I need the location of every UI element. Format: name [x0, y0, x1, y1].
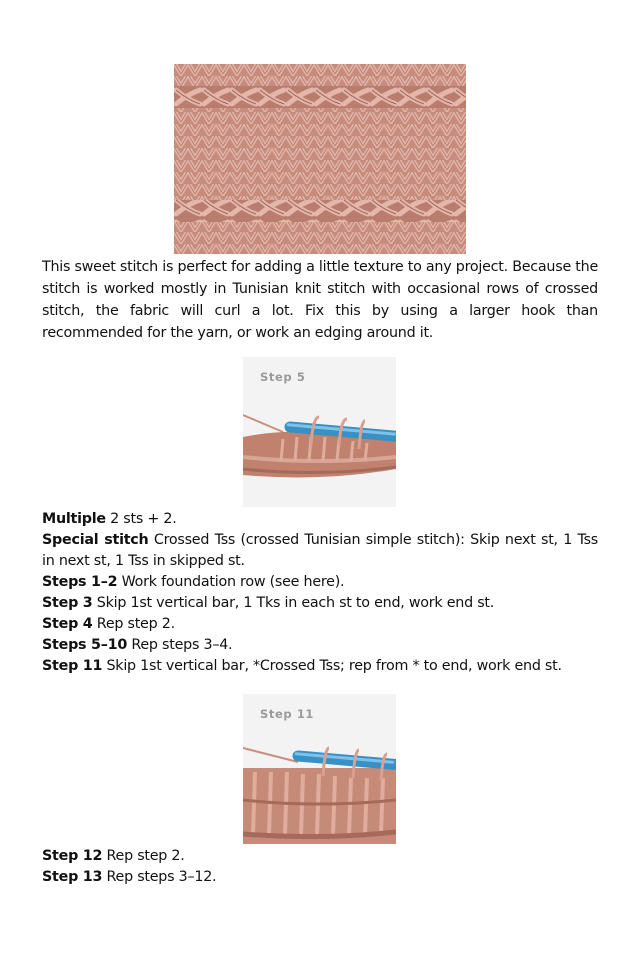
- intro-paragraph: This sweet stitch is perfect for adding a little texture to any project. Because the stitch is worked mostly in Tunisian knit stitch with occasional rows of crossed stitch, the fabric will curl a lot. Fix this by using a larger hook than recommended for the yarn, or work an edging around it.: [42, 259, 598, 341]
- instruction-term: Step 12: [42, 848, 103, 864]
- step-11-image: [243, 694, 396, 844]
- hook-and-fabric-graphic: [243, 357, 396, 507]
- step-11-image-label: Step 11: [260, 707, 315, 721]
- instruction-text: Rep step 2.: [92, 616, 175, 632]
- instruction-step-4: [42, 614, 602, 635]
- stitch-swatch-image: [174, 64, 466, 254]
- instruction-term: Step 4: [42, 616, 93, 632]
- step-5-image-label: Step 5: [260, 370, 306, 384]
- instruction-step-11: [42, 656, 602, 677]
- instruction-steps-5-10: [42, 635, 602, 656]
- step-5-image: [243, 357, 396, 507]
- instruction-term: Special stitch: [42, 532, 149, 548]
- instruction-multiple: [42, 509, 602, 530]
- instruction-text: Skip 1st vertical bar, 1 Tks in each st to end, work end st.: [92, 595, 495, 611]
- instruction-term: Steps 5–10: [42, 637, 128, 653]
- instruction-text: Rep steps 3–12.: [102, 869, 217, 885]
- instruction-term: Step 11: [42, 658, 103, 674]
- instruction-text: 2 sts + 2.: [105, 511, 177, 527]
- instruction-text: Skip 1st vertical bar, *Crossed Tss; rep from * to end, work end st.: [102, 658, 562, 674]
- instruction-text: Rep step 2.: [102, 848, 185, 864]
- instruction-step-12: [42, 846, 602, 867]
- instruction-term: Step 13: [42, 869, 103, 885]
- instruction-term: Step 3: [42, 595, 93, 611]
- instruction-term: Steps 1–2: [42, 574, 118, 590]
- instruction-step-13: [42, 867, 602, 888]
- instruction-text: Rep steps 3–4.: [127, 637, 233, 653]
- knit-texture-graphic: [174, 64, 466, 254]
- instruction-step-3: [42, 593, 602, 614]
- instruction-text: Work foundation row (see here).: [117, 574, 345, 590]
- instruction-text: Crossed Tss (crossed Tunisian simple stitch): Skip next st, 1 Tss in next st, 1 Tss in skipped st.: [42, 532, 598, 569]
- hook-and-fabric-graphic: [243, 694, 396, 844]
- instruction-term: Multiple: [42, 511, 106, 527]
- instruction-special-stitch: [42, 530, 598, 572]
- instruction-steps-1-2: [42, 572, 602, 593]
